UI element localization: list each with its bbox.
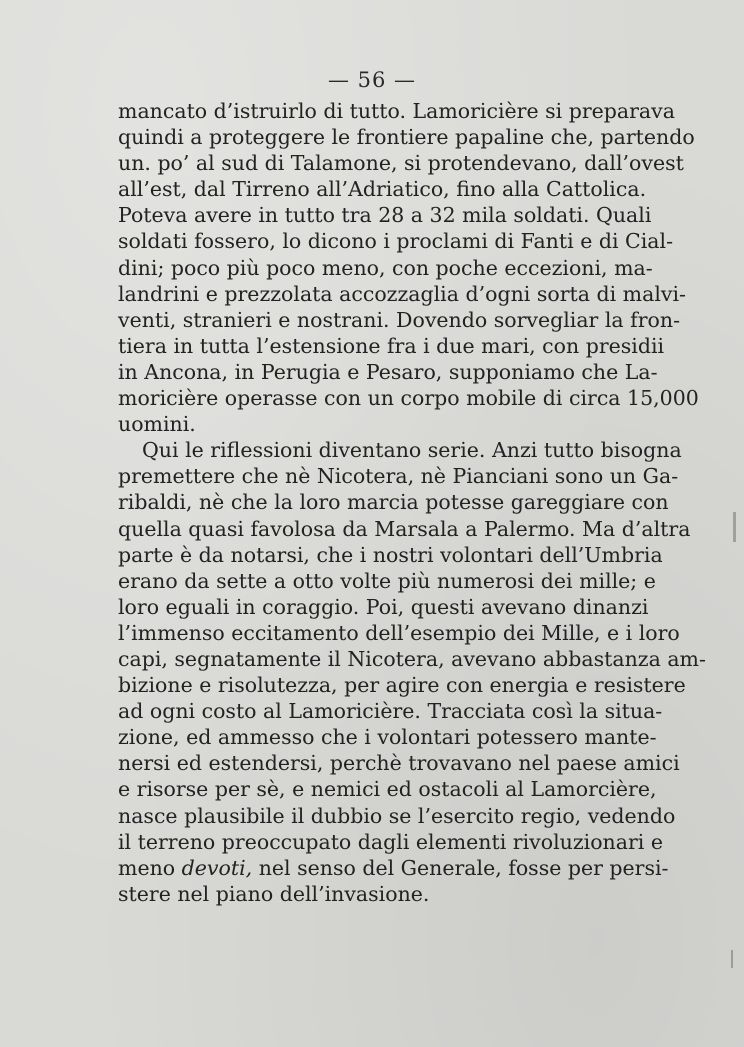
text-line: all’est, dal Tirreno all’Adriatico, fino alla Cattolica. [118, 177, 647, 202]
text-line: capi, segnatamente il Nicotera, avevano abbastanza am- [118, 646, 706, 671]
text-run: meno [118, 855, 176, 880]
text-line: quindi a proteggere le frontiere papaline che, partendo [118, 125, 695, 150]
text-line: nersi ed estendersi, perchè trovavano nel paese amici [118, 751, 680, 776]
text-line: l’immenso eccitamento dell’esempio dei Mille, e i loro [118, 620, 680, 645]
paragraph-1 [118, 98, 699, 437]
text-line: ad ogni costo al Lamoricière. Tracciata così la situa- [118, 699, 663, 724]
text-run: nel senso del Generale, fosse per persi- [258, 855, 669, 880]
text-line: Poteva avere in tutto tra 28 a 32 mila soldati. Quali [118, 203, 652, 228]
text-line: nasce plausibile il dubbio se l’esercito regio, vedendo [118, 803, 676, 828]
text-line: loro eguali in coraggio. Poi, questi avevano dinanzi [118, 594, 649, 619]
text-line: premettere che nè Nicotera, nè Pianciani sono un Ga- [118, 464, 679, 489]
text-line: mancato d’istruirlo di tutto. Lamoricière si preparava [118, 99, 675, 123]
italic-text: devoti, [181, 855, 253, 880]
scan-speck [733, 512, 736, 542]
text-line: venti, stranieri e nostrani. Dovendo sorvegliar la fron- [118, 307, 681, 332]
text-line: soldati fossero, lo dicono i proclami di Fanti e di Cial- [118, 229, 673, 254]
text-line: parte è da notarsi, che i nostri volontari dell’Umbria [118, 542, 663, 567]
text-line: landrini e prezzolata accozzaglia d’ogni sorta di malvi- [118, 281, 686, 306]
text-line: quella quasi favolosa da Marsala a Palermo. Ma d’altra [118, 516, 691, 541]
text-line: Qui le riflessioni diventano serie. Anzi tutto bisogna [142, 438, 682, 463]
body-text [118, 98, 706, 907]
page-number: — 56 — [327, 68, 417, 92]
text-line-mixed [118, 855, 669, 881]
text-line: erano da sette a otto volte più numerosi dei mille; e [118, 568, 656, 593]
text-line: tiera in tutta l’estensione fra i due mari, con presidii [118, 333, 665, 358]
paragraph-2 [118, 437, 706, 907]
text-line: dini; poco più poco meno, con poche eccezioni, ma- [118, 255, 653, 280]
text-line: e risorse per sè, e nemici ed ostacoli al Lamorcière, [118, 777, 657, 802]
text-line: zione, ed ammesso che i volontari potessero mante- [118, 725, 657, 750]
text-line: il terreno preoccupato dagli elementi rivoluzionari e [118, 829, 663, 854]
scan-speck [731, 950, 733, 968]
text-line: stere nel piano dell’invasione. [118, 881, 430, 906]
text-line: un. po’ al sud di Talamone, si protendevano, dall’ovest [118, 151, 684, 176]
text-line: in Ancona, in Perugia e Pesaro, supponiamo che La- [118, 359, 658, 384]
text-line: moricière operasse con un corpo mobile di circa 15,000 [118, 386, 699, 411]
text-line: bizione e risolutezza, per agire con energia e resistere [118, 673, 686, 698]
text-line: uomini. [118, 412, 196, 437]
text-line: ribaldi, nè che la loro marcia potesse gareggiare con [118, 490, 669, 515]
